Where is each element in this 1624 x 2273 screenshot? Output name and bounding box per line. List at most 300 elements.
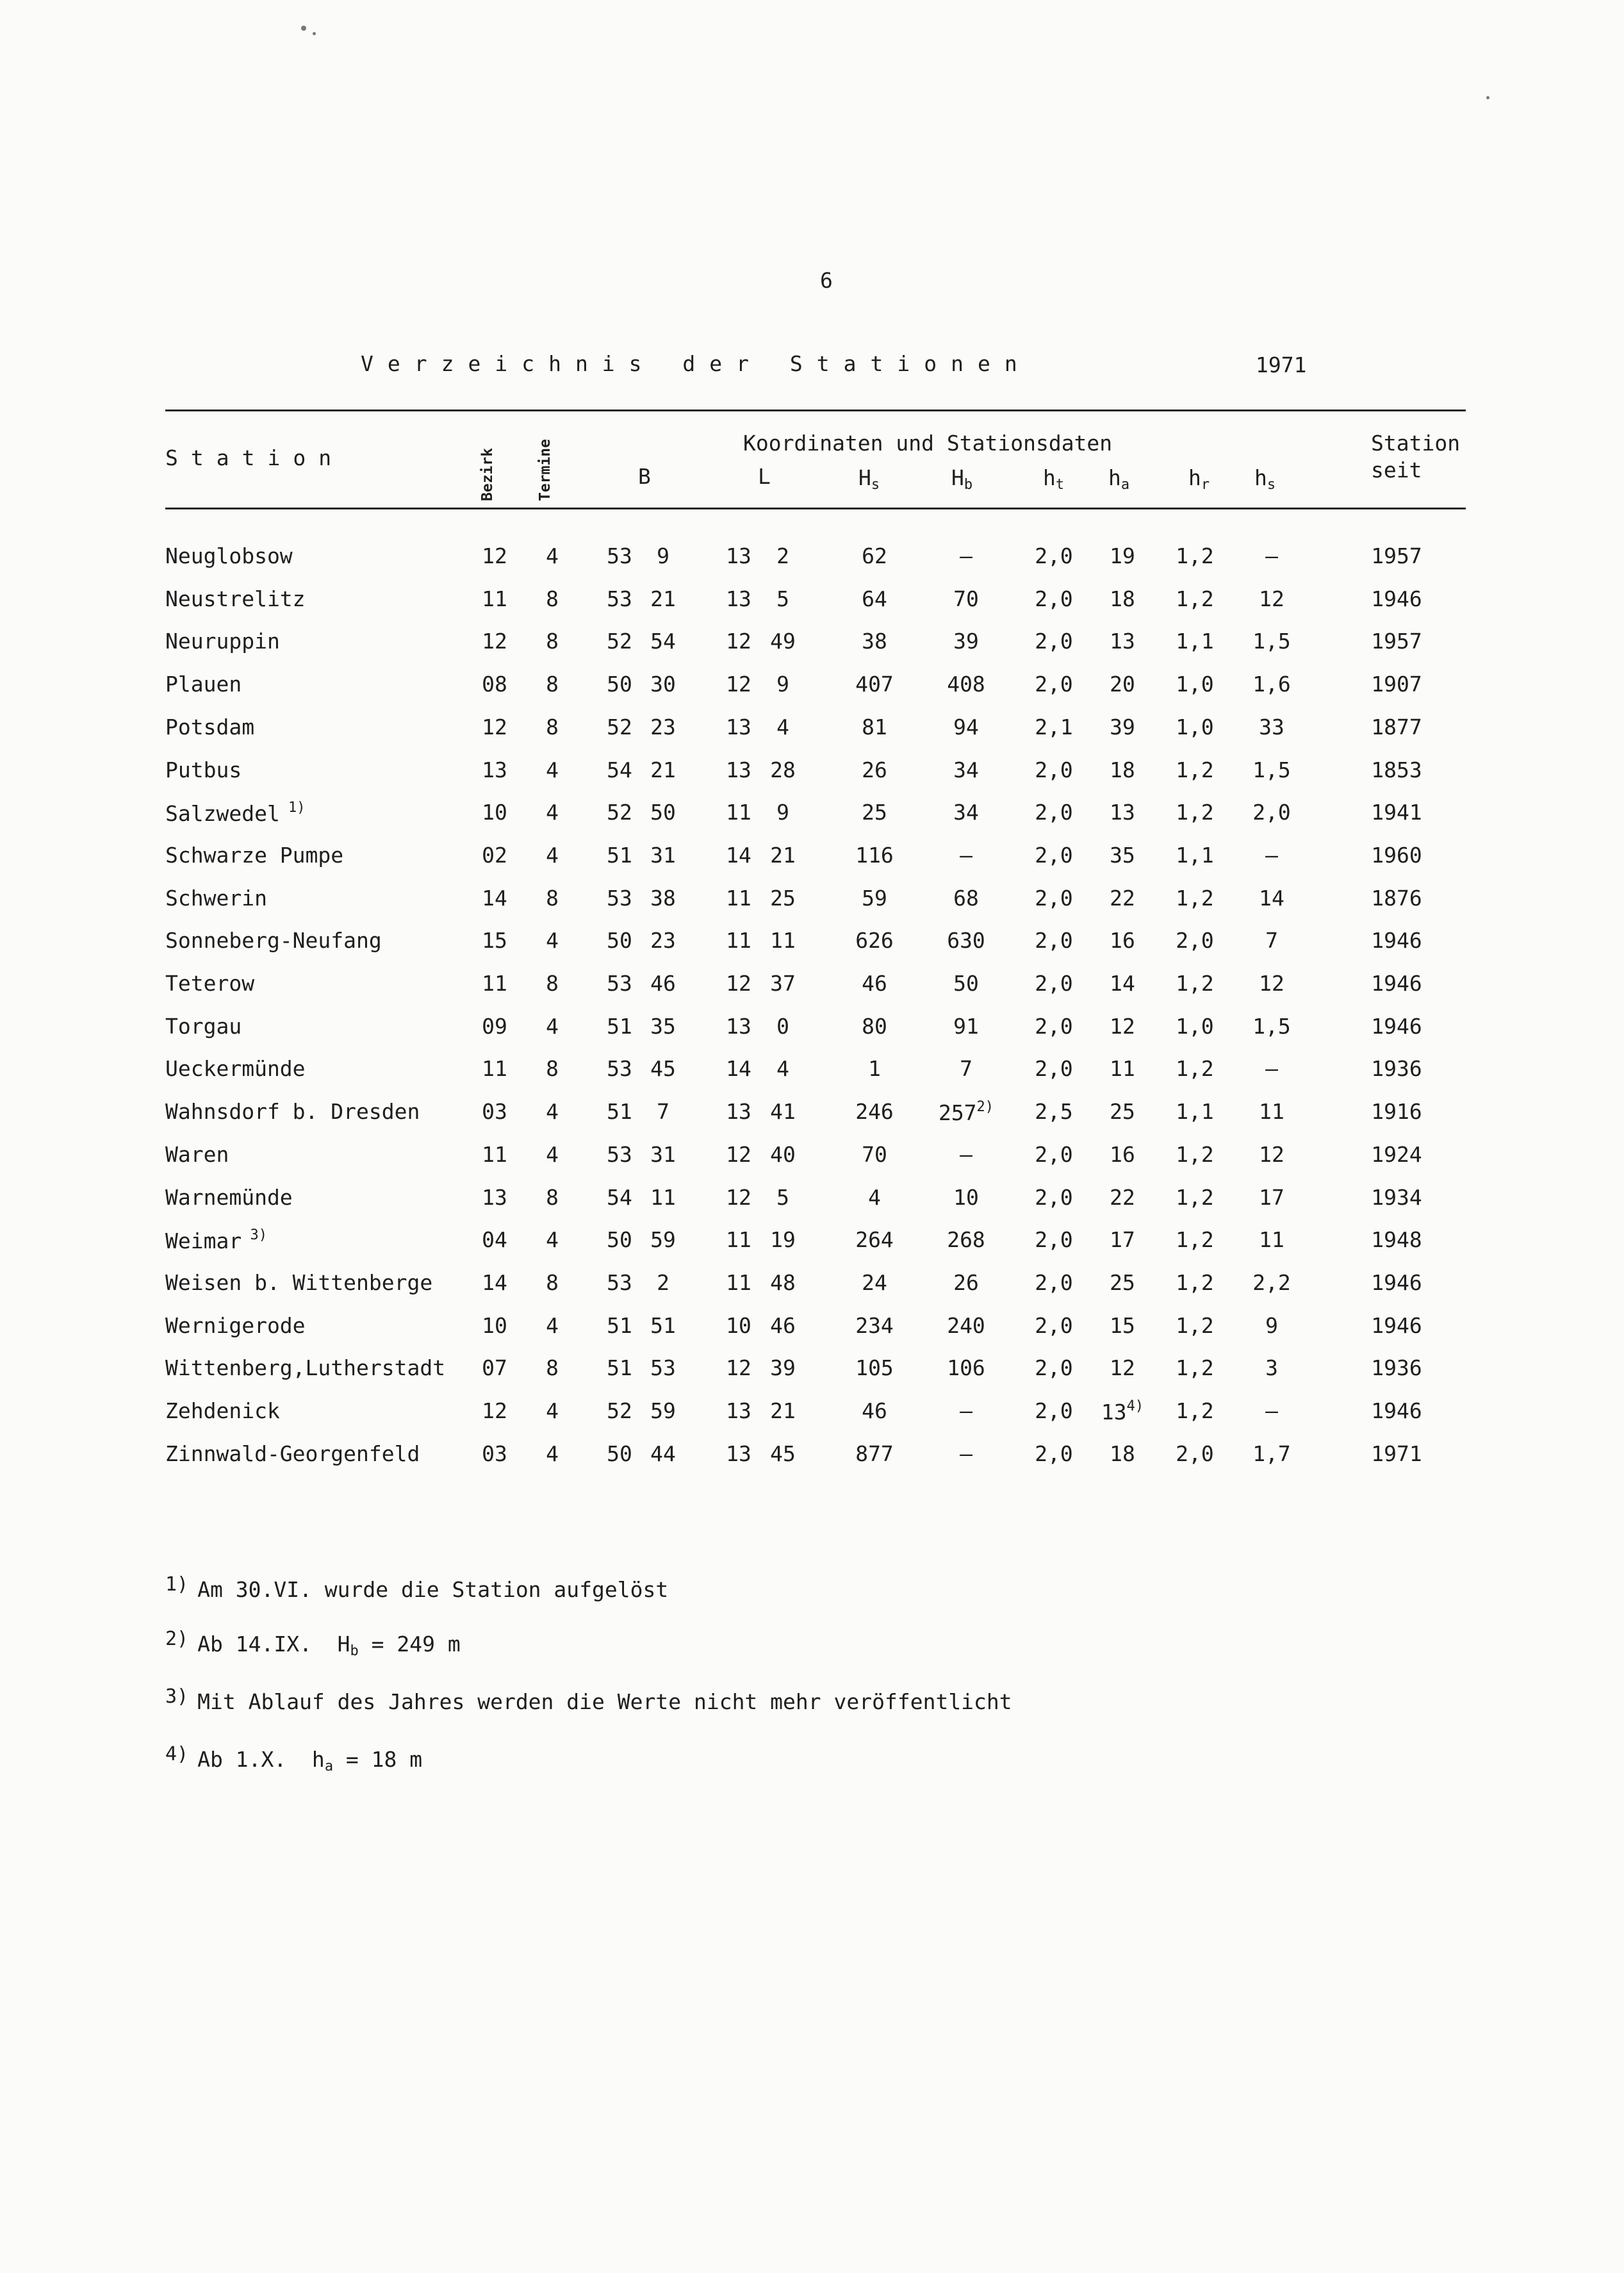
cell-l-deg: 11 — [726, 1269, 751, 1295]
cell-ha: 39 — [1110, 714, 1135, 740]
cell-l-deg: 12 — [726, 672, 751, 697]
cell-bezirk: 07 — [482, 1355, 507, 1381]
cell-termine: 8 — [546, 672, 559, 697]
cell-l-min: 28 — [770, 757, 796, 782]
header-ht: $h_t$ — [1043, 465, 1065, 493]
cell-l-deg: 13 — [726, 1441, 751, 1466]
cell-bezirk: 09 — [482, 1013, 507, 1039]
cell-hs-small: 11 — [1259, 1099, 1284, 1125]
cell-b-min: 59 — [650, 1398, 676, 1423]
cell-hs: 4 — [868, 1184, 881, 1210]
cell-hs-small: 1,5 — [1252, 1013, 1291, 1039]
cell-b-deg: 53 — [607, 543, 632, 568]
cell-termine: 4 — [546, 1312, 559, 1338]
cell-ht: 2,0 — [1035, 800, 1073, 825]
cell-hr: 1,0 — [1176, 714, 1214, 740]
cell-l-min: 21 — [770, 1398, 796, 1423]
cell-bezirk: 11 — [482, 971, 507, 996]
cell-ht: 2,0 — [1035, 1355, 1073, 1381]
cell-hb: 91 — [953, 1013, 979, 1039]
cell-ha: 12 — [1110, 1013, 1135, 1039]
cell-termine: 4 — [546, 1441, 559, 1466]
cell-termine: 4 — [546, 757, 559, 782]
cell-l-min: 5 — [776, 586, 789, 611]
cell-l-deg: 13 — [726, 1398, 751, 1423]
cell-l-deg: 11 — [726, 1227, 751, 1253]
cell-since: 1971 — [1371, 1441, 1422, 1466]
cell-hr: 1,2 — [1176, 1184, 1214, 1210]
cell-l-deg: 11 — [726, 885, 751, 911]
cell-ht: 2,0 — [1035, 1013, 1073, 1039]
cell-termine: 8 — [546, 1184, 559, 1210]
cell-b-min: 53 — [650, 1355, 676, 1381]
cell-termine: 4 — [546, 800, 559, 825]
cell-l-min: 11 — [770, 928, 796, 954]
cell-bezirk: 10 — [482, 1312, 507, 1338]
cell-b-min: 35 — [650, 1013, 676, 1039]
cell-hs: 877 — [855, 1441, 894, 1466]
cell-b-deg: 50 — [607, 1441, 632, 1466]
header-hb: $H_b$ — [951, 465, 973, 493]
cell-hb: 268 — [947, 1227, 985, 1253]
cell-bezirk: 10 — [482, 800, 507, 825]
cell-hs-small: 2,2 — [1252, 1269, 1291, 1295]
cell-termine: 8 — [546, 971, 559, 996]
cell-l-deg: 13 — [726, 714, 751, 740]
cell-hs: 46 — [862, 971, 887, 996]
cell-l-min: 49 — [770, 629, 796, 654]
cell-hs-small: 7 — [1265, 928, 1278, 954]
cell-b-min: 23 — [650, 714, 676, 740]
cell-since: 1948 — [1371, 1227, 1422, 1253]
cell-since: 1960 — [1371, 842, 1422, 868]
cell-hb: 257$^{2)}$ — [938, 1099, 994, 1126]
cell-station: Torgau — [165, 1013, 242, 1039]
cell-l-min: 19 — [770, 1227, 796, 1253]
cell-hb: 34 — [953, 757, 979, 782]
cell-since: 1946 — [1371, 1398, 1422, 1423]
cell-termine: 4 — [546, 842, 559, 868]
cell-ha: 12 — [1110, 1355, 1135, 1381]
cell-hr: 1,2 — [1176, 800, 1214, 825]
cell-hs-small: 11 — [1259, 1227, 1284, 1253]
cell-b-min: 9 — [657, 543, 669, 568]
cell-hb: 240 — [947, 1312, 985, 1338]
cell-bezirk: 11 — [482, 1056, 507, 1082]
cell-hs: 1 — [868, 1056, 881, 1082]
cell-l-deg: 13 — [726, 757, 751, 782]
cell-hs: 64 — [862, 586, 887, 611]
cell-b-deg: 52 — [607, 629, 632, 654]
cell-b-min: 46 — [650, 971, 676, 996]
cell-station: Wernigerode — [165, 1312, 306, 1338]
cell-hr: 1,2 — [1176, 971, 1214, 996]
cell-hr: 1,2 — [1176, 543, 1214, 568]
cell-b-min: 50 — [650, 800, 676, 825]
cell-hr: 1,0 — [1176, 672, 1214, 697]
cell-bezirk: 12 — [482, 629, 507, 654]
cell-ht: 2,0 — [1035, 1227, 1073, 1253]
cell-b-min: 30 — [650, 672, 676, 697]
cell-hb: 94 — [953, 714, 979, 740]
cell-l-min: 25 — [770, 885, 796, 911]
header-termine: Termine — [537, 439, 554, 501]
cell-hs-small: – — [1265, 842, 1278, 868]
cell-b-deg: 50 — [607, 1227, 632, 1253]
cell-b-deg: 54 — [607, 1184, 632, 1210]
cell-ha: 18 — [1110, 757, 1135, 782]
cell-hr: 1,2 — [1176, 1141, 1214, 1167]
cell-l-min: 39 — [770, 1355, 796, 1381]
cell-station: Waren — [165, 1141, 229, 1167]
cell-bezirk: 14 — [482, 1269, 507, 1295]
cell-l-deg: 12 — [726, 971, 751, 996]
footnote: 2) Ab 14.IX. $H_b = 249$ m — [165, 1628, 461, 1659]
cell-hs-small: 9 — [1265, 1312, 1278, 1338]
cell-termine: 8 — [546, 586, 559, 611]
cell-since: 1924 — [1371, 1141, 1422, 1167]
header-hr: $h_r$ — [1188, 465, 1210, 493]
cell-station: Neuglobsow — [165, 543, 293, 568]
cell-ht: 2,1 — [1035, 714, 1073, 740]
cell-station: Potsdam — [165, 714, 255, 740]
cell-b-deg: 53 — [607, 1269, 632, 1295]
cell-l-min: 5 — [776, 1184, 789, 1210]
cell-l-deg: 14 — [726, 1056, 751, 1082]
cell-hr: 1,1 — [1176, 1099, 1214, 1125]
cell-b-deg: 51 — [607, 1312, 632, 1338]
cell-station: Zehdenick — [165, 1398, 280, 1423]
cell-b-deg: 51 — [607, 1355, 632, 1381]
cell-b-deg: 52 — [607, 714, 632, 740]
cell-ha: 19 — [1110, 543, 1135, 568]
cell-termine: 4 — [546, 928, 559, 954]
cell-ha: 13 — [1110, 629, 1135, 654]
cell-bezirk: 03 — [482, 1441, 507, 1466]
cell-b-min: 2 — [657, 1269, 669, 1295]
cell-ha: 13 — [1110, 800, 1135, 825]
cell-since: 1946 — [1371, 1312, 1422, 1338]
cell-bezirk: 15 — [482, 928, 507, 954]
cell-hb: – — [960, 543, 972, 568]
cell-b-deg: 50 — [607, 672, 632, 697]
cell-ht: 2,0 — [1035, 1056, 1073, 1082]
cell-hb: 10 — [953, 1184, 979, 1210]
cell-hs-small: 2,0 — [1252, 800, 1291, 825]
cell-bezirk: 02 — [482, 842, 507, 868]
cell-since: 1946 — [1371, 586, 1422, 611]
cell-hs-small: 12 — [1259, 1141, 1284, 1167]
footnote: 1) Am 30.VI. wurde die Station aufgelöst — [165, 1573, 669, 1602]
cell-b-deg: 51 — [607, 1099, 632, 1125]
cell-station: Neustrelitz — [165, 586, 306, 611]
header-bezirk: Bezirk — [479, 447, 496, 501]
cell-hr: 1,2 — [1176, 885, 1214, 911]
cell-ht: 2,0 — [1035, 586, 1073, 611]
cell-station: Weisen b. Wittenberge — [165, 1269, 433, 1295]
cell-hb: – — [960, 1141, 972, 1167]
cell-b-deg: 51 — [607, 1013, 632, 1039]
scan-speck — [1486, 96, 1489, 99]
cell-hr: 1,1 — [1176, 629, 1214, 654]
cell-b-min: 54 — [650, 629, 676, 654]
cell-l-min: 37 — [770, 971, 796, 996]
cell-ht: 2,0 — [1035, 543, 1073, 568]
cell-termine: 4 — [546, 1141, 559, 1167]
cell-termine: 4 — [546, 543, 559, 568]
cell-bezirk: 13 — [482, 1184, 507, 1210]
cell-station: Sonneberg-Neufang — [165, 928, 382, 954]
cell-station: Putbus — [165, 757, 242, 782]
cell-ha: 11 — [1110, 1056, 1135, 1082]
cell-hb: 630 — [947, 928, 985, 954]
cell-ht: 2,0 — [1035, 672, 1073, 697]
cell-hs: 246 — [855, 1099, 894, 1125]
header-station: Station — [165, 445, 345, 470]
cell-b-min: 11 — [650, 1184, 676, 1210]
cell-l-min: 2 — [776, 543, 789, 568]
cell-hs-small: 12 — [1259, 971, 1284, 996]
cell-hb: 68 — [953, 885, 979, 911]
cell-ha: 25 — [1110, 1269, 1135, 1295]
cell-ha: 22 — [1110, 885, 1135, 911]
cell-bezirk: 12 — [482, 714, 507, 740]
cell-l-min: 45 — [770, 1441, 796, 1466]
header-hs: $H_s$ — [858, 465, 880, 493]
cell-hr: 1,2 — [1176, 1227, 1214, 1253]
footnote: 3) Mit Ablauf des Jahres werden die Werte nicht mehr veröffentlicht — [165, 1685, 1012, 1714]
cell-hs: 46 — [862, 1398, 887, 1423]
cell-since: 1957 — [1371, 629, 1422, 654]
cell-station: Zinnwald-Georgenfeld — [165, 1441, 420, 1466]
cell-ht: 2,0 — [1035, 1141, 1073, 1167]
cell-since: 1934 — [1371, 1184, 1422, 1210]
cell-hs: 26 — [862, 757, 887, 782]
cell-ha: 17 — [1110, 1227, 1135, 1253]
cell-station: Schwerin — [165, 885, 267, 911]
cell-b-deg: 53 — [607, 1056, 632, 1082]
footnote-marker: 4) — [1126, 1398, 1144, 1414]
cell-termine: 4 — [546, 1013, 559, 1039]
cell-l-min: 4 — [776, 1056, 789, 1082]
cell-hb: 34 — [953, 800, 979, 825]
cell-hs-small: 14 — [1259, 885, 1284, 911]
header-station-since: Station — [1371, 431, 1461, 456]
cell-station: Wittenberg,Lutherstadt — [165, 1355, 446, 1381]
cell-hs: 81 — [862, 714, 887, 740]
cell-hs: 234 — [855, 1312, 894, 1338]
cell-hb: – — [960, 1398, 972, 1423]
cell-l-deg: 12 — [726, 629, 751, 654]
page-number: 6 — [820, 268, 833, 293]
header-l: L — [758, 464, 771, 489]
cell-station: Ueckermünde — [165, 1056, 306, 1082]
cell-b-deg: 54 — [607, 757, 632, 782]
cell-b-min: 23 — [650, 928, 676, 954]
cell-hr: 1,0 — [1176, 1013, 1214, 1039]
cell-b-min: 31 — [650, 842, 676, 868]
cell-l-deg: 13 — [726, 586, 751, 611]
cell-hs: 25 — [862, 800, 887, 825]
cell-hb: – — [960, 842, 972, 868]
cell-ha: 35 — [1110, 842, 1135, 868]
cell-ha: 14 — [1110, 971, 1135, 996]
footnote-marker: 3) — [242, 1227, 267, 1244]
cell-hs: 105 — [855, 1355, 894, 1381]
cell-hs-small: 1,6 — [1252, 672, 1291, 697]
cell-b-min: 51 — [650, 1312, 676, 1338]
table-header-rule — [165, 508, 1466, 509]
cell-ht: 2,0 — [1035, 1269, 1073, 1295]
cell-hs: 116 — [855, 842, 894, 868]
cell-hs: 407 — [855, 672, 894, 697]
cell-b-deg: 53 — [607, 1141, 632, 1167]
cell-hs-small: 1,5 — [1252, 629, 1291, 654]
cell-l-min: 46 — [770, 1312, 796, 1338]
cell-hs-small: 1,5 — [1252, 757, 1291, 782]
cell-hs: 264 — [855, 1227, 894, 1253]
cell-bezirk: 14 — [482, 885, 507, 911]
cell-since: 1946 — [1371, 971, 1422, 996]
cell-bezirk: 11 — [482, 1141, 507, 1167]
cell-termine: 8 — [546, 885, 559, 911]
cell-since: 1941 — [1371, 800, 1422, 825]
cell-hs-small: 12 — [1259, 586, 1284, 611]
cell-station: Schwarze Pumpe — [165, 842, 344, 868]
cell-hr: 1,2 — [1176, 1355, 1214, 1381]
cell-b-min: 44 — [650, 1441, 676, 1466]
cell-hs-small: 33 — [1259, 714, 1284, 740]
cell-l-deg: 12 — [726, 1184, 751, 1210]
cell-hr: 2,0 — [1176, 1441, 1214, 1466]
cell-l-deg: 11 — [726, 800, 751, 825]
cell-termine: 4 — [546, 1099, 559, 1125]
cell-ht: 2,0 — [1035, 842, 1073, 868]
cell-termine: 4 — [546, 1398, 559, 1423]
cell-l-deg: 12 — [726, 1141, 751, 1167]
cell-hs-small: – — [1265, 543, 1278, 568]
cell-b-deg: 50 — [607, 928, 632, 954]
cell-l-min: 41 — [770, 1099, 796, 1125]
cell-hs: 70 — [862, 1141, 887, 1167]
cell-station: Warnemünde — [165, 1184, 293, 1210]
cell-bezirk: 12 — [482, 543, 507, 568]
cell-b-deg: 53 — [607, 885, 632, 911]
cell-ht: 2,0 — [1035, 1441, 1073, 1466]
header-b: B — [638, 464, 651, 489]
cell-hs: 24 — [862, 1269, 887, 1295]
cell-ha: 18 — [1110, 1441, 1135, 1466]
cell-termine: 8 — [546, 629, 559, 654]
cell-b-min: 21 — [650, 586, 676, 611]
cell-l-deg: 13 — [726, 543, 751, 568]
cell-hs: 59 — [862, 885, 887, 911]
cell-b-min: 7 — [657, 1099, 669, 1125]
cell-termine: 8 — [546, 714, 559, 740]
cell-ht: 2,0 — [1035, 928, 1073, 954]
cell-hb: 39 — [953, 629, 979, 654]
cell-b-deg: 52 — [607, 1398, 632, 1423]
cell-l-min: 48 — [770, 1269, 796, 1295]
cell-bezirk: 12 — [482, 1398, 507, 1423]
cell-ha: 20 — [1110, 672, 1135, 697]
cell-l-min: 4 — [776, 714, 789, 740]
cell-bezirk: 08 — [482, 672, 507, 697]
cell-hs-small: 17 — [1259, 1184, 1284, 1210]
cell-l-deg: 13 — [726, 1013, 751, 1039]
cell-hs: 38 — [862, 629, 887, 654]
cell-hb: 7 — [960, 1056, 972, 1082]
cell-bezirk: 04 — [482, 1227, 507, 1253]
cell-since: 1936 — [1371, 1056, 1422, 1082]
cell-hr: 1,2 — [1176, 1398, 1214, 1423]
cell-station: Salzwedel $^{1)}$ — [165, 800, 306, 827]
cell-hb: – — [960, 1441, 972, 1466]
cell-since: 1946 — [1371, 1013, 1422, 1039]
cell-since: 1877 — [1371, 714, 1422, 740]
cell-l-min: 40 — [770, 1141, 796, 1167]
cell-since: 1946 — [1371, 1269, 1422, 1295]
cell-hs: 62 — [862, 543, 887, 568]
cell-termine: 4 — [546, 1227, 559, 1253]
footnote: 4) Ab 1.X. $h_a = 18$ m — [165, 1743, 423, 1774]
cell-b-deg: 52 — [607, 800, 632, 825]
cell-ht: 2,0 — [1035, 1184, 1073, 1210]
cell-ht: 2,0 — [1035, 885, 1073, 911]
cell-termine: 8 — [546, 1056, 559, 1082]
header-ha: $h_a$ — [1108, 465, 1130, 493]
cell-ha: 18 — [1110, 586, 1135, 611]
scan-speck — [301, 26, 306, 31]
cell-b-min: 31 — [650, 1141, 676, 1167]
cell-hs-small: 1,7 — [1252, 1441, 1291, 1466]
cell-l-min: 21 — [770, 842, 796, 868]
cell-station: Teterow — [165, 971, 255, 996]
cell-ht: 2,5 — [1035, 1099, 1073, 1125]
cell-b-deg: 53 — [607, 971, 632, 996]
cell-since: 1876 — [1371, 885, 1422, 911]
cell-l-min: 9 — [776, 672, 789, 697]
cell-ha: 25 — [1110, 1099, 1135, 1125]
cell-hb: 408 — [947, 672, 985, 697]
cell-ht: 2,0 — [1035, 1312, 1073, 1338]
cell-ha: 22 — [1110, 1184, 1135, 1210]
cell-since: 1957 — [1371, 543, 1422, 568]
cell-l-min: 0 — [776, 1013, 789, 1039]
cell-since: 1946 — [1371, 928, 1422, 954]
cell-ha: 13$^{4)}$ — [1101, 1398, 1144, 1425]
cell-bezirk: 11 — [482, 586, 507, 611]
page-title: Verzeichnis der Stationen — [361, 351, 1031, 376]
footnote-marker: 1) — [279, 800, 306, 816]
cell-b-min: 21 — [650, 757, 676, 782]
cell-hs-small: 3 — [1265, 1355, 1278, 1381]
cell-hr: 1,1 — [1176, 842, 1214, 868]
cell-ha: 15 — [1110, 1312, 1135, 1338]
cell-ha: 16 — [1110, 928, 1135, 954]
cell-ha: 16 — [1110, 1141, 1135, 1167]
cell-hs: 80 — [862, 1013, 887, 1039]
cell-station: Plauen — [165, 672, 242, 697]
cell-hs: 626 — [855, 928, 894, 954]
cell-termine: 8 — [546, 1269, 559, 1295]
cell-b-deg: 53 — [607, 586, 632, 611]
cell-hr: 2,0 — [1176, 928, 1214, 954]
cell-bezirk: 03 — [482, 1099, 507, 1125]
cell-hb: 26 — [953, 1269, 979, 1295]
cell-since: 1907 — [1371, 672, 1422, 697]
cell-termine: 8 — [546, 1355, 559, 1381]
